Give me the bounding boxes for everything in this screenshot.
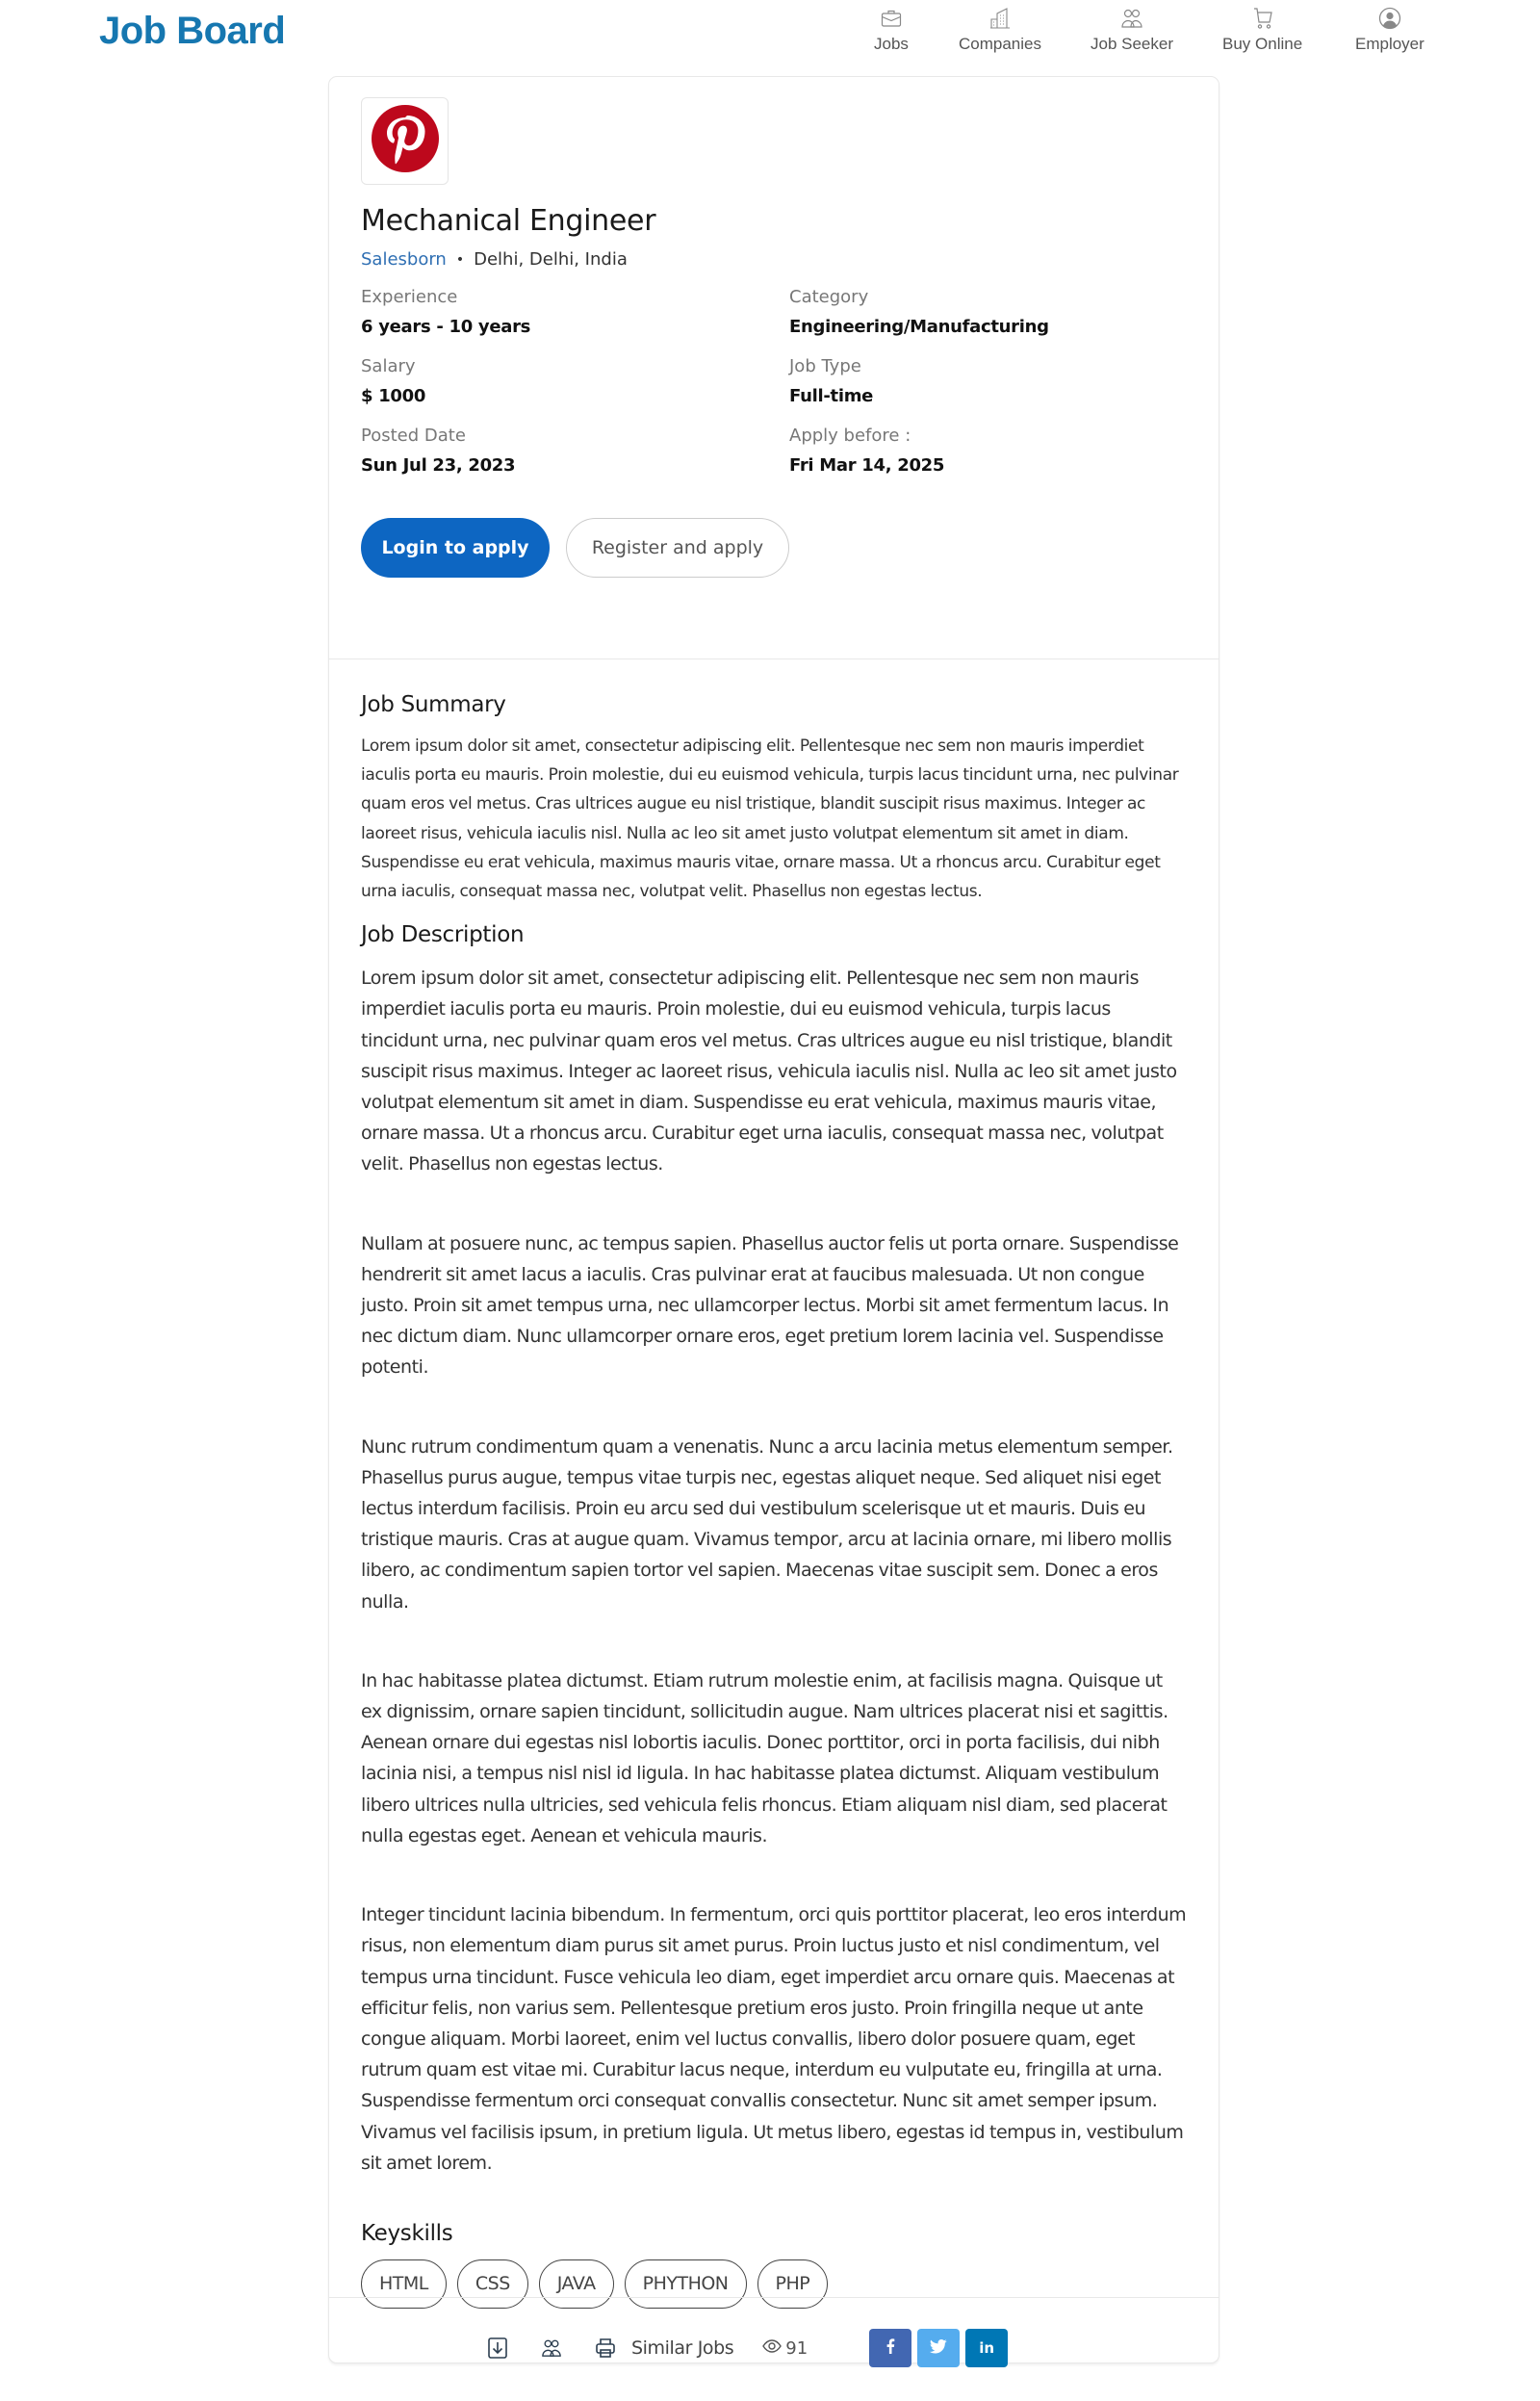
- detail-category: [789, 287, 1218, 337]
- linkedin-icon: in: [979, 2339, 995, 2357]
- job-body-section: [329, 659, 1219, 2296]
- detail-label: Experience: [361, 287, 458, 307]
- facebook-icon: [886, 2338, 895, 2358]
- detail-label: Posted Date: [361, 426, 466, 446]
- detail-posted-date: [361, 426, 789, 476]
- register-and-apply-button[interactable]: Register and apply: [566, 518, 789, 578]
- card-footer: [329, 2297, 1219, 2362]
- footer-divider: [329, 2297, 1219, 2298]
- twitter-icon: [930, 2339, 947, 2358]
- similar-jobs-link[interactable]: Similar Jobs: [631, 2337, 734, 2359]
- detail-value: $ 1000: [361, 386, 426, 406]
- description-paragraph: Nullam at posuere nunc, ac tempus sapien. Phasellus auctor felis ut porta ornare. Suspendisse hendrerit sit amet lacus a iaculis. Cras pulvinar erat at faucibus malesuada. Ut non congue justo. Proin sit amet tempus urna, nec ullamcorper lectus. Morbi sit amet fermentum lacus. In nec dictum diam. Nunc ullamcorper ornare eros, eget pretium lorem lacinia vel. Suspendisse potenti.: [361, 1232, 1179, 1379]
- pinterest-logo-icon: [371, 104, 440, 178]
- description-paragraph: Nunc rutrum condimentum quam a venenatis. Nunc a arcu lacinia metus elementum semper. Phasellus purus augue, tempus vitae turpis nec, egestas aliquet neque. Sed aliquet nisi eget lectus interdum facilisis. Proin eu arcu sed dui vestibulum scelerisque ut et mauris. Duis eu tristique mauris. Cras at augue quam. Vivamus tempor, arcu at lacinia ornare, mi libero mollis libero, ac condimentum sapien tortor vel sapien. Maecenas vitae suscipit sem. Donec a eros nulla.: [361, 1435, 1173, 1613]
- job-detail-card: [328, 76, 1219, 2363]
- detail-label: Salary: [361, 356, 416, 376]
- job-title: Mechanical Engineer: [361, 204, 656, 238]
- job-details-grid: [361, 287, 1187, 476]
- job-summary-heading: Job Summary: [361, 692, 506, 717]
- nav-item-job-seeker[interactable]: [1091, 6, 1173, 54]
- login-to-apply-button[interactable]: Login to apply: [361, 518, 550, 578]
- brand-logo[interactable]: Job Board: [99, 10, 286, 52]
- detail-value: Fri Mar 14, 2025: [789, 455, 945, 476]
- detail-value: Full-time: [789, 386, 874, 406]
- nav-label: Job Seeker: [1091, 35, 1173, 53]
- company-logo[interactable]: [361, 97, 449, 185]
- skill-chip[interactable]: HTML: [361, 2259, 447, 2309]
- detail-label: Apply before :: [789, 426, 911, 446]
- detail-value: Sun Jul 23, 2023: [361, 455, 516, 476]
- description-paragraph: In hac habitasse platea dictumst. Etiam rutrum molestie enim, at facilisis magna. Quisque ut ex dignissim, ornare sapien tincidunt, sollicitudin augue. Nam ultrices placerat nisi et sagittis. Aenean ornare dui egestas nisl lobortis iaculis. Donec porttitor, orci in porta facilisis, dui nibh lacinia nisi, a tempus nisl nisl id ligula. In hac habitasse platea dictumst. Aliquam vestibulum libero ultrices nulla ultricies, sed vehicula felis rhoncus. Etiam aliquam nisl diam, sed placerat nulla egestas eget. Aenean et vehicula mauris.: [361, 1669, 1168, 1846]
- download-icon[interactable]: [487, 2336, 508, 2360]
- nav-item-jobs[interactable]: [874, 6, 909, 54]
- company-location-line: [361, 249, 1187, 270]
- building-icon: [988, 6, 1013, 31]
- facebook-share-button[interactable]: [869, 2329, 911, 2367]
- nav-label: Jobs: [874, 35, 909, 53]
- footer-actions: [487, 2329, 1008, 2367]
- nav-label: Employer: [1355, 35, 1424, 53]
- detail-value: Engineering/Manufacturing: [789, 317, 1049, 337]
- description-paragraph: Integer tincidunt lacinia bibendum. In fermentum, orci quis porttitor placerat, leo eros interdum risus, non elementum diam purus sit amet purus. Proin luctus justo et nisl condimentum, vel tempus urna tincidunt. Fusce vehicula leo diam, eget imperdiet arcu ornare quis. Maecenas at efficitur felis, non varius sem. Pellentesque pretium eros justo. Proin fringilla neque ut ante congue aliquam. Morbi laoreet, enim vel luctus convallis, libero dolor posuere quam, eget rutrum quam est vitae mi. Curabitur lacus neque, interdum eu vulputate eu, fringilla at urna. Suspendisse fermentum orci consequat convallis consectetur. Nunc sit amet semper ipsum. Vivamus vel facilisis ipsum, in pretium ligula. Ut metus libero, egestas id tempus in, vestibulum sit amet lorem.: [361, 1904, 1187, 2174]
- detail-salary: [361, 356, 789, 406]
- eye-icon: [762, 2338, 782, 2359]
- cart-icon: [1250, 6, 1275, 31]
- detail-label: Category: [789, 287, 869, 307]
- job-header-section: [329, 77, 1219, 658]
- skill-chip[interactable]: PHYTHON: [625, 2259, 747, 2309]
- job-description-heading: Job Description: [361, 922, 525, 948]
- detail-label: Job Type: [789, 356, 861, 376]
- skill-chip[interactable]: CSS: [457, 2259, 528, 2309]
- view-count-value: 91: [785, 2337, 808, 2359]
- view-count: [762, 2338, 808, 2359]
- users-icon: [1119, 6, 1144, 31]
- briefcase-icon: [879, 6, 904, 31]
- skill-chip[interactable]: PHP: [757, 2259, 829, 2309]
- print-icon[interactable]: [595, 2337, 616, 2359]
- nav-item-buy-online[interactable]: [1222, 6, 1302, 54]
- nav-item-companies[interactable]: [959, 6, 1041, 54]
- nav-label: Buy Online: [1222, 35, 1303, 53]
- linkedin-share-button[interactable]: [965, 2329, 1008, 2367]
- detail-job-type: [789, 356, 1218, 406]
- apply-actions: [361, 518, 1187, 578]
- users-icon[interactable]: [541, 2338, 562, 2358]
- skill-chip[interactable]: JAVA: [539, 2259, 614, 2309]
- company-link[interactable]: Salesborn: [361, 249, 447, 270]
- detail-experience: [361, 287, 789, 337]
- separator-dot: •: [455, 251, 465, 268]
- description-paragraph: Lorem ipsum dolor sit amet, consectetur adipiscing elit. Pellentesque nec sem non mauris imperdiet iaculis porta eu mauris. Proin molestie, dui eu euismod vehicula, turpis lacus tincidunt urna, nec pulvinar quam eros vel metus. Cras ultrices augue eu nisl tristique, blandit suscipit risus maximus. Integer ac laoreet risus, vehicula iaculis nisl. Nulla ac leo sit amet justo volutpat elementum sit amet in diam. Suspendisse eu erat vehicula, maximus mauris vitae, ornare massa. Ut a rhoncus arcu. Curabitur eget urna iaculis, consequat massa nec, volutpat velit. Phasellus non egestas lectus.: [361, 968, 1177, 1175]
- social-share: [869, 2329, 1008, 2367]
- job-location: Delhi, Delhi, India: [474, 249, 628, 270]
- detail-apply-before: [789, 426, 1218, 476]
- job-summary-text: Lorem ipsum dolor sit amet, consectetur adipiscing elit. Pellentesque nec sem non mauris imperdiet iaculis porta eu mauris. Proin molestie, dui eu euismod vehicula, turpis lacus tincidunt urna, nec pulvinar quam eros vel metus. Cras ultrices augue eu nisl tristique, blandit suscipit risus maximus. Integer ac laoreet risus, vehicula iaculis nisl. Nulla ac leo sit amet justo volutpat elementum sit amet in diam. Suspendisse eu erat vehicula, maximus mauris vitae, ornare massa. Ut a rhoncus arcu. Curabitur eget urna iaculis, consequat massa nec, volutpat velit. Phasellus non egestas lectus.: [361, 736, 1179, 902]
- keyskills-heading: Keyskills: [361, 2220, 453, 2246]
- nav-item-employer[interactable]: [1355, 6, 1424, 54]
- twitter-share-button[interactable]: [917, 2329, 960, 2367]
- user-circle-icon: [1377, 6, 1402, 31]
- detail-value: 6 years - 10 years: [361, 317, 531, 337]
- top-header: [0, 0, 1540, 67]
- nav-label: Companies: [959, 35, 1041, 53]
